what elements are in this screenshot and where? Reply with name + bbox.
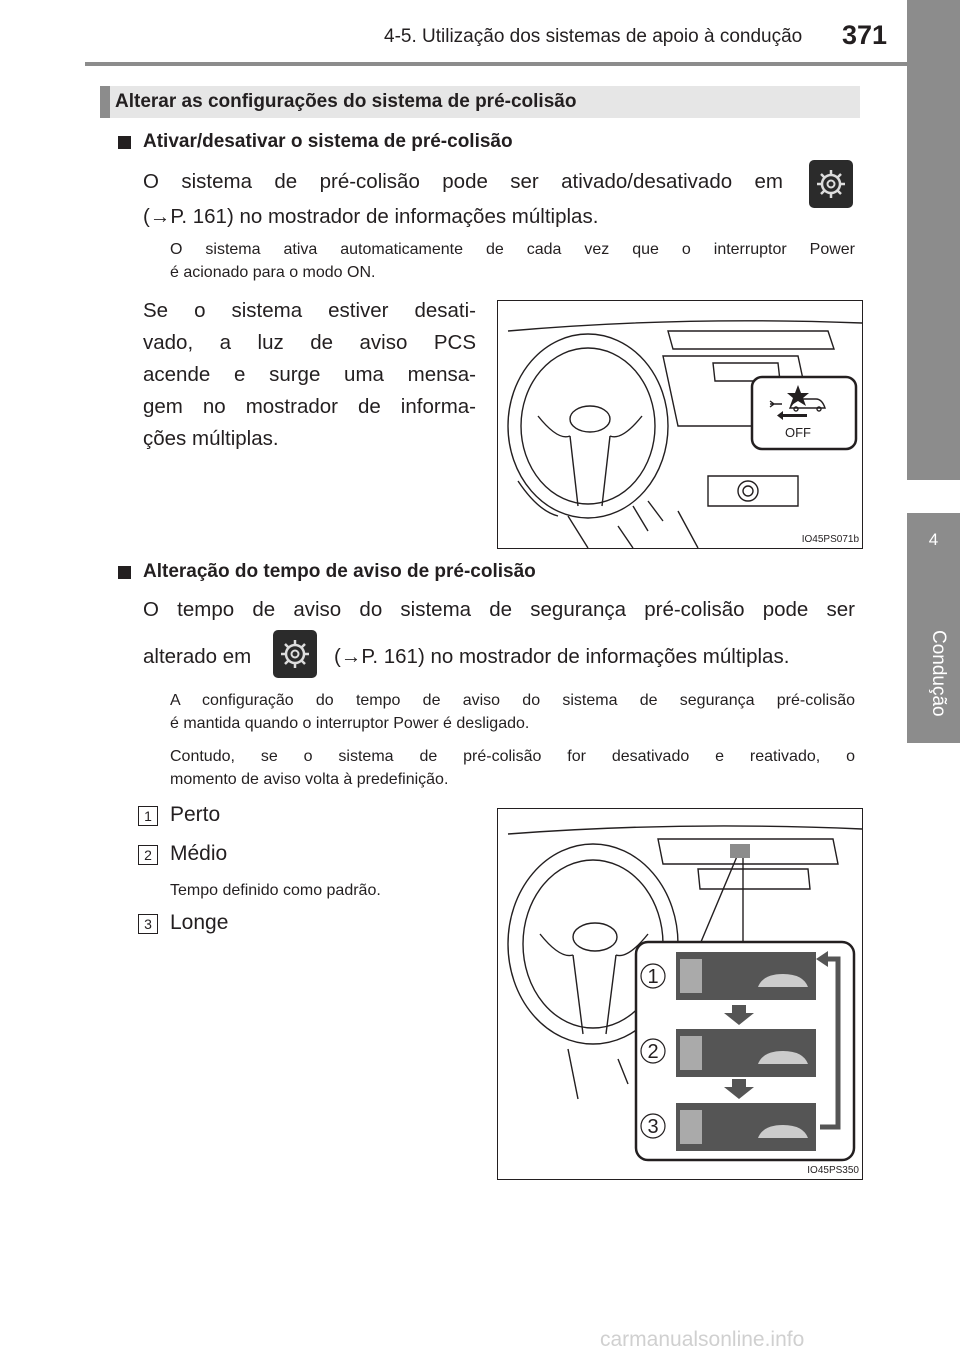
option-label: Perto (170, 803, 221, 826)
note-line: é acionado para o modo ON. (170, 264, 376, 281)
warning-line: gem no mostrador de informa- (143, 395, 476, 418)
option-label: Longe (170, 911, 229, 934)
option-label: Médio (170, 842, 228, 865)
timing-panels (676, 952, 816, 1151)
figure-number: 2 (647, 1041, 659, 1063)
chapter-number: 4 (928, 530, 939, 549)
note-line: é mantida quando o interruptor Power é desligado. (170, 715, 530, 732)
figure-code: IO45PS071b (801, 534, 859, 545)
header-rule (85, 62, 960, 66)
option-note: Tempo definido como padrão. (170, 882, 381, 899)
subheading-activate: Ativar/desativar o sistema de pré-colisão (143, 131, 513, 152)
warning-paragraph (143, 295, 476, 455)
running-header: 4-5. Utilização dos sistemas de apoio à condução (384, 26, 803, 47)
warning-line: vado, a luz de aviso PCS (143, 331, 476, 354)
figure-code: IO45PS350 (807, 1165, 859, 1176)
note-line: A configuração do tempo de aviso do sistema de segurança pré-colisão (170, 692, 855, 709)
dashboard-illustration (498, 301, 862, 548)
option-number: 1 (138, 806, 158, 826)
figure-number: 1 (647, 966, 659, 988)
paragraph-line: O tempo de aviso do sistema de segurança pré-colisão pode ser (143, 598, 855, 621)
settings-button-image (273, 630, 317, 678)
note-line: momento de aviso volta à predefinição. (170, 771, 449, 788)
chapter-label: Condução (928, 630, 949, 717)
paragraph-line: alterado em (143, 645, 252, 668)
option-number: 2 (138, 845, 158, 865)
subheading-warning-time: Alteração do tempo de aviso de pré-colisão (143, 561, 536, 582)
paragraph-line: (→P. 161) no mostrador de informações múltiplas. (143, 205, 599, 228)
gear-icon (278, 637, 312, 671)
side-tab-bar (907, 0, 960, 480)
figure-off-label: OFF (785, 425, 811, 440)
warning-line: acende e surge uma mensa- (143, 363, 476, 386)
warning-line: ções múltiplas. (143, 427, 279, 450)
section-title: Alterar as configurações do sistema de pré-colisão (115, 91, 577, 112)
gear-icon (814, 167, 848, 201)
dashboard-figure-pcs (497, 300, 863, 549)
paragraph-line: (→P. 161) no mostrador de informações múltiplas. (334, 645, 790, 668)
figure-number: 3 (647, 1116, 659, 1138)
subheading-bullet (118, 136, 131, 149)
watermark: carmanualsonline.info (600, 1328, 805, 1351)
dashboard-figure-warning-timing (497, 808, 863, 1180)
subheading-bullet (118, 566, 131, 579)
note-line: O sistema ativa automaticamente de cada vez que o interruptor Power (170, 241, 855, 258)
option-number: 3 (138, 914, 158, 934)
note-line: Contudo, se o sistema de pré-colisão for desativado e reativado, o (170, 748, 855, 765)
paragraph-line: O sistema de pré-colisão pode ser ativado/desativado em (143, 170, 783, 193)
warning-line: Se o sistema estiver desati- (143, 299, 476, 322)
settings-button-image (809, 160, 853, 208)
page-number: 371 (842, 20, 888, 50)
warning-timing-illustration (498, 809, 862, 1179)
